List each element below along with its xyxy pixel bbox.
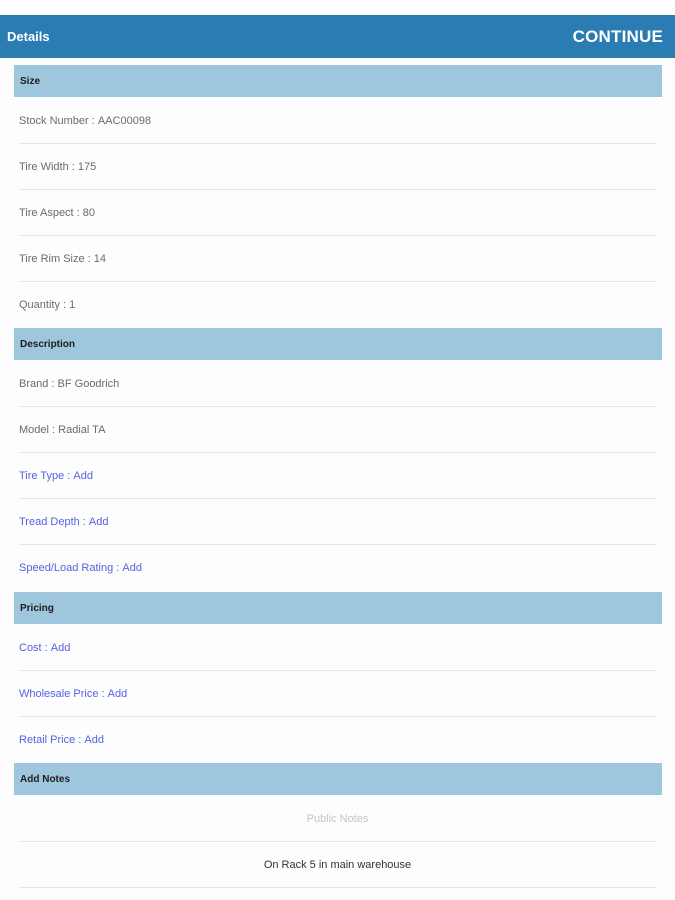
public-notes-field[interactable] xyxy=(19,796,656,842)
tread-depth-row[interactable] xyxy=(19,499,656,545)
public-notes-placeholder: Public Notes xyxy=(306,812,369,825)
row-label: Tire Type xyxy=(19,469,65,482)
row-separator: : xyxy=(48,377,58,390)
note-text-field[interactable] xyxy=(19,842,656,888)
row-value: Radial TA xyxy=(58,423,106,436)
continue-button[interactable]: CONTINUE xyxy=(572,26,663,46)
note-text-value: On Rack 5 in main warehouse xyxy=(263,858,412,871)
row-value: BF Goodrich xyxy=(57,377,120,390)
row-separator: : xyxy=(79,515,89,528)
row-separator: : xyxy=(68,160,78,173)
row-label: Brand xyxy=(19,377,49,390)
row-label: Retail Price xyxy=(19,734,76,746)
tire-width-row[interactable] xyxy=(19,144,656,190)
brand-row[interactable] xyxy=(19,361,656,407)
row-label: Tire Width xyxy=(19,160,69,173)
row-label: Tire Rim Size xyxy=(19,252,85,265)
row-separator: : xyxy=(113,562,123,574)
wholesale-price-row[interactable] xyxy=(19,671,656,717)
add-link[interactable]: Add xyxy=(88,515,109,528)
row-separator: : xyxy=(73,206,83,219)
section-header-notes: Add Notes xyxy=(14,763,662,795)
add-link[interactable]: Add xyxy=(107,687,128,700)
section-header-size: Size xyxy=(14,65,662,97)
row-separator: : xyxy=(84,252,94,265)
add-link[interactable]: Add xyxy=(122,562,142,574)
retail-price-row[interactable] xyxy=(19,717,656,763)
app-header xyxy=(0,15,675,58)
row-label: Cost xyxy=(19,641,42,654)
model-row[interactable] xyxy=(19,407,656,453)
page-title: Details xyxy=(7,29,50,44)
details-form xyxy=(0,58,675,900)
row-separator: : xyxy=(88,114,98,127)
tire-aspect-row[interactable] xyxy=(19,190,656,236)
row-value: 1 xyxy=(69,299,76,311)
row-value: 80 xyxy=(82,206,96,219)
add-link[interactable]: Add xyxy=(84,734,104,746)
row-separator: : xyxy=(59,299,70,311)
row-value: 14 xyxy=(93,252,107,265)
stock-number-row[interactable] xyxy=(19,98,656,144)
row-label: Quantity xyxy=(19,299,60,311)
tire-rim-size-row[interactable] xyxy=(19,236,656,282)
row-label: Stock Number xyxy=(19,114,89,127)
row-separator: : xyxy=(48,423,59,436)
add-link[interactable]: Add xyxy=(50,641,71,654)
tire-type-row[interactable] xyxy=(19,453,656,499)
add-link[interactable]: Add xyxy=(73,469,93,482)
row-separator: : xyxy=(64,469,74,482)
row-separator: : xyxy=(98,687,108,700)
row-separator: : xyxy=(41,641,51,654)
speed-load-rating-row[interactable] xyxy=(19,545,656,591)
status-bar-area xyxy=(0,0,675,15)
row-label: Wholesale Price xyxy=(19,687,99,700)
row-value: AAC00098 xyxy=(97,114,152,127)
section-header-description: Description xyxy=(14,328,662,360)
row-label: Speed/Load Rating xyxy=(19,562,114,574)
row-value: 175 xyxy=(77,160,97,173)
cost-row[interactable] xyxy=(19,625,656,671)
row-separator: : xyxy=(75,734,85,746)
row-label: Model xyxy=(19,423,49,436)
section-header-pricing: Pricing xyxy=(14,592,662,624)
row-label: Tread Depth xyxy=(19,515,80,528)
row-label: Tire Aspect xyxy=(19,206,74,219)
quantity-row[interactable] xyxy=(19,282,656,328)
